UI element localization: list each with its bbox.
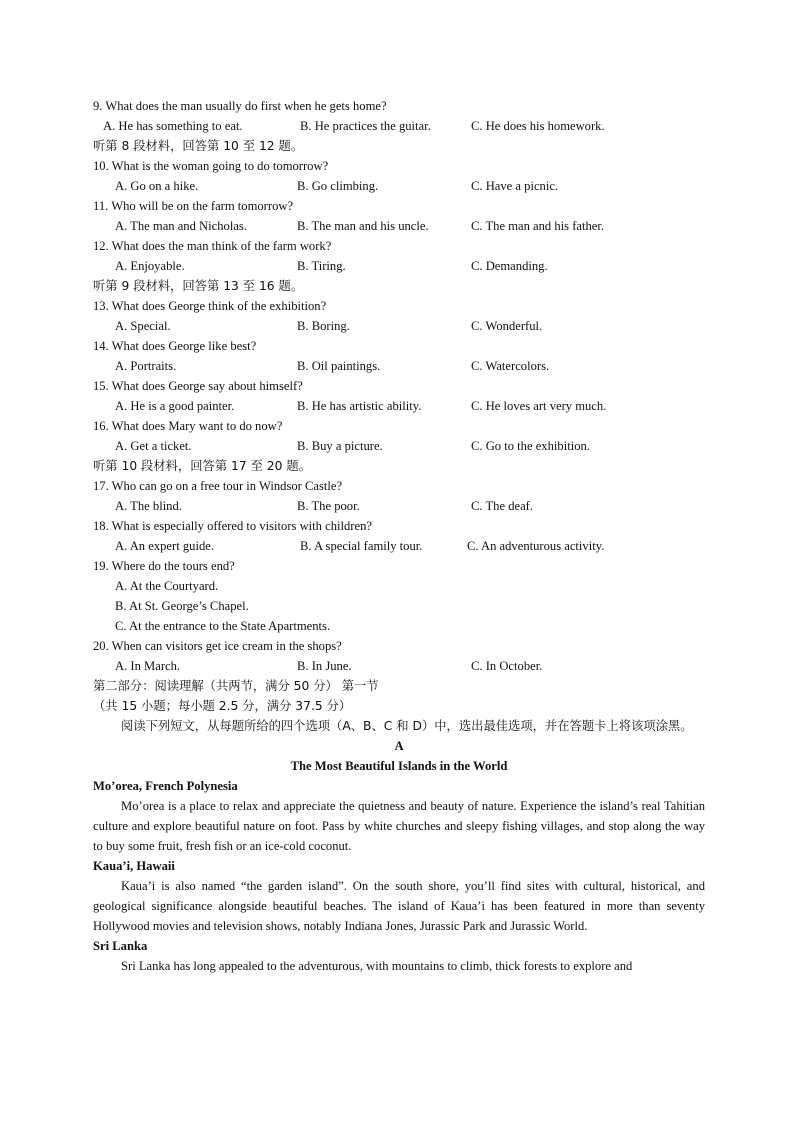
option-c: C. He does his homework. [471, 119, 605, 133]
passage-title: The Most Beautiful Islands in the World [290, 759, 508, 773]
option-a: A. Go on a hike. [115, 179, 199, 193]
question-13: 13. What does George think of the exhibition? [93, 299, 327, 313]
option-c: C. The man and his father. [471, 219, 605, 233]
option-c: C. An adventurous activity. [467, 539, 605, 553]
question-12-options [93, 256, 705, 276]
question-9-options [93, 116, 705, 136]
section-text-kauai: Kaua’i is also named “the garden island”. On the south shore, you’ll find sites with cultural, historical, and geological significance alongside beautiful beaches. The island of Kaua’i has been featured in more than seventy Hollywood movies and television shows, notably Indiana Jones, Jurassic Park and Jurassic World. [93, 879, 705, 933]
question-15: 15. What does George say about himself? [93, 379, 303, 393]
option-c: C. Wonderful. [471, 319, 543, 333]
option-c: C. He loves art very much. [471, 399, 607, 413]
question-17-options [93, 496, 705, 516]
part-2-instruction: 阅读下列短文，从每题所给的四个选项（A、B、C 和 D）中，选出最佳选项，并在答题卡上将该项涂黑。 [121, 719, 693, 733]
option-b: B. Oil paintings. [297, 359, 381, 373]
option-c: C. In October. [471, 659, 543, 673]
question-18: 18. What is especially offered to visitors with children? [93, 519, 372, 533]
option-b: B. The poor. [297, 499, 360, 513]
question-20-options [93, 656, 705, 676]
exam-page [93, 96, 705, 976]
question-17: 17. Who can go on a free tour in Windsor Castle? [93, 479, 343, 493]
option-b: B. The man and his uncle. [297, 219, 429, 233]
question-18-options [93, 536, 705, 556]
option-b: B. Go climbing. [297, 179, 379, 193]
question-13-options [93, 316, 705, 336]
option-c: C. The deaf. [471, 499, 534, 513]
section-heading-kauai: Kaua’i, Hawaii [93, 859, 175, 873]
section-heading-sri-lanka: Sri Lanka [93, 939, 148, 953]
option-a: A. In March. [115, 659, 181, 673]
option-b: B. A special family tour. [300, 539, 423, 553]
option-a: A. He is a good painter. [115, 399, 235, 413]
question-11-options [93, 216, 705, 236]
option-a: A. Special. [115, 319, 171, 333]
section-9-instruction: 听第 9 段材料，回答第 13 至 16 题。 [93, 279, 304, 293]
option-b: B. Boring. [297, 319, 350, 333]
option-a: A. He has something to eat. [103, 119, 243, 133]
passage-letter: A [394, 739, 404, 753]
option-b: B. Tiring. [297, 259, 346, 273]
option-b: B. He has artistic ability. [297, 399, 422, 413]
question-20: 20. When can visitors get ice cream in the shops? [93, 639, 342, 653]
option-b: B. At St. George’s Chapel. [115, 599, 249, 613]
section-text-moorea: Mo’orea is a place to relax and appreciate the quietness and beauty of nature. Experience the island’s real Tahitian culture and explore beautiful nature on foot. Pass by white churches and sleepy fishing villages, and stop along the way to buy some fruit, fresh fish or an ice-cold coconut. [93, 799, 705, 853]
question-12: 12. What does the man think of the farm work? [93, 239, 332, 253]
option-c: C. Watercolors. [471, 359, 550, 373]
option-a: A. The blind. [115, 499, 182, 513]
option-a: A. Get a ticket. [115, 439, 192, 453]
option-a: A. Enjoyable. [115, 259, 185, 273]
option-c: C. Have a picnic. [471, 179, 559, 193]
section-10-instruction: 听第 10 段材料，回答第 17 至 20 题。 [93, 459, 311, 473]
option-c: C. At the entrance to the State Apartments. [115, 619, 331, 633]
question-10: 10. What is the woman going to do tomorrow? [93, 159, 329, 173]
question-9: 9. What does the man usually do first when he gets home? [93, 99, 387, 113]
question-10-options [93, 176, 705, 196]
question-16-options [93, 436, 705, 456]
question-19: 19. Where do the tours end? [93, 559, 235, 573]
option-b: B. He practices the guitar. [300, 119, 431, 133]
option-c: C. Go to the exhibition. [471, 439, 590, 453]
section-heading-moorea: Mo’orea, French Polynesia [93, 779, 238, 793]
question-14: 14. What does George like best? [93, 339, 257, 353]
option-b: B. Buy a picture. [297, 439, 383, 453]
section-8-instruction: 听第 8 段材料，回答第 10 至 12 题。 [93, 139, 304, 153]
question-15-options [93, 396, 705, 416]
option-b: B. In June. [297, 659, 352, 673]
question-16: 16. What does Mary want to do now? [93, 419, 283, 433]
option-c: C. Demanding. [471, 259, 548, 273]
part-2-heading: 第二部分：阅读理解（共两节，满分 50 分） 第一节 [93, 679, 379, 693]
question-11: 11. Who will be on the farm tomorrow? [93, 199, 294, 213]
option-a: A. An expert guide. [115, 539, 214, 553]
question-14-options [93, 356, 705, 376]
section-text-sri-lanka: Sri Lanka has long appealed to the adventurous, with mountains to climb, thick forests to explore and [121, 959, 633, 973]
option-a: A. Portraits. [115, 359, 177, 373]
option-a: A. At the Courtyard. [115, 579, 219, 593]
option-a: A. The man and Nicholas. [115, 219, 247, 233]
part-2-subheading: （共 15 小题；每小题 2.5 分，满分 37.5 分） [93, 699, 352, 713]
